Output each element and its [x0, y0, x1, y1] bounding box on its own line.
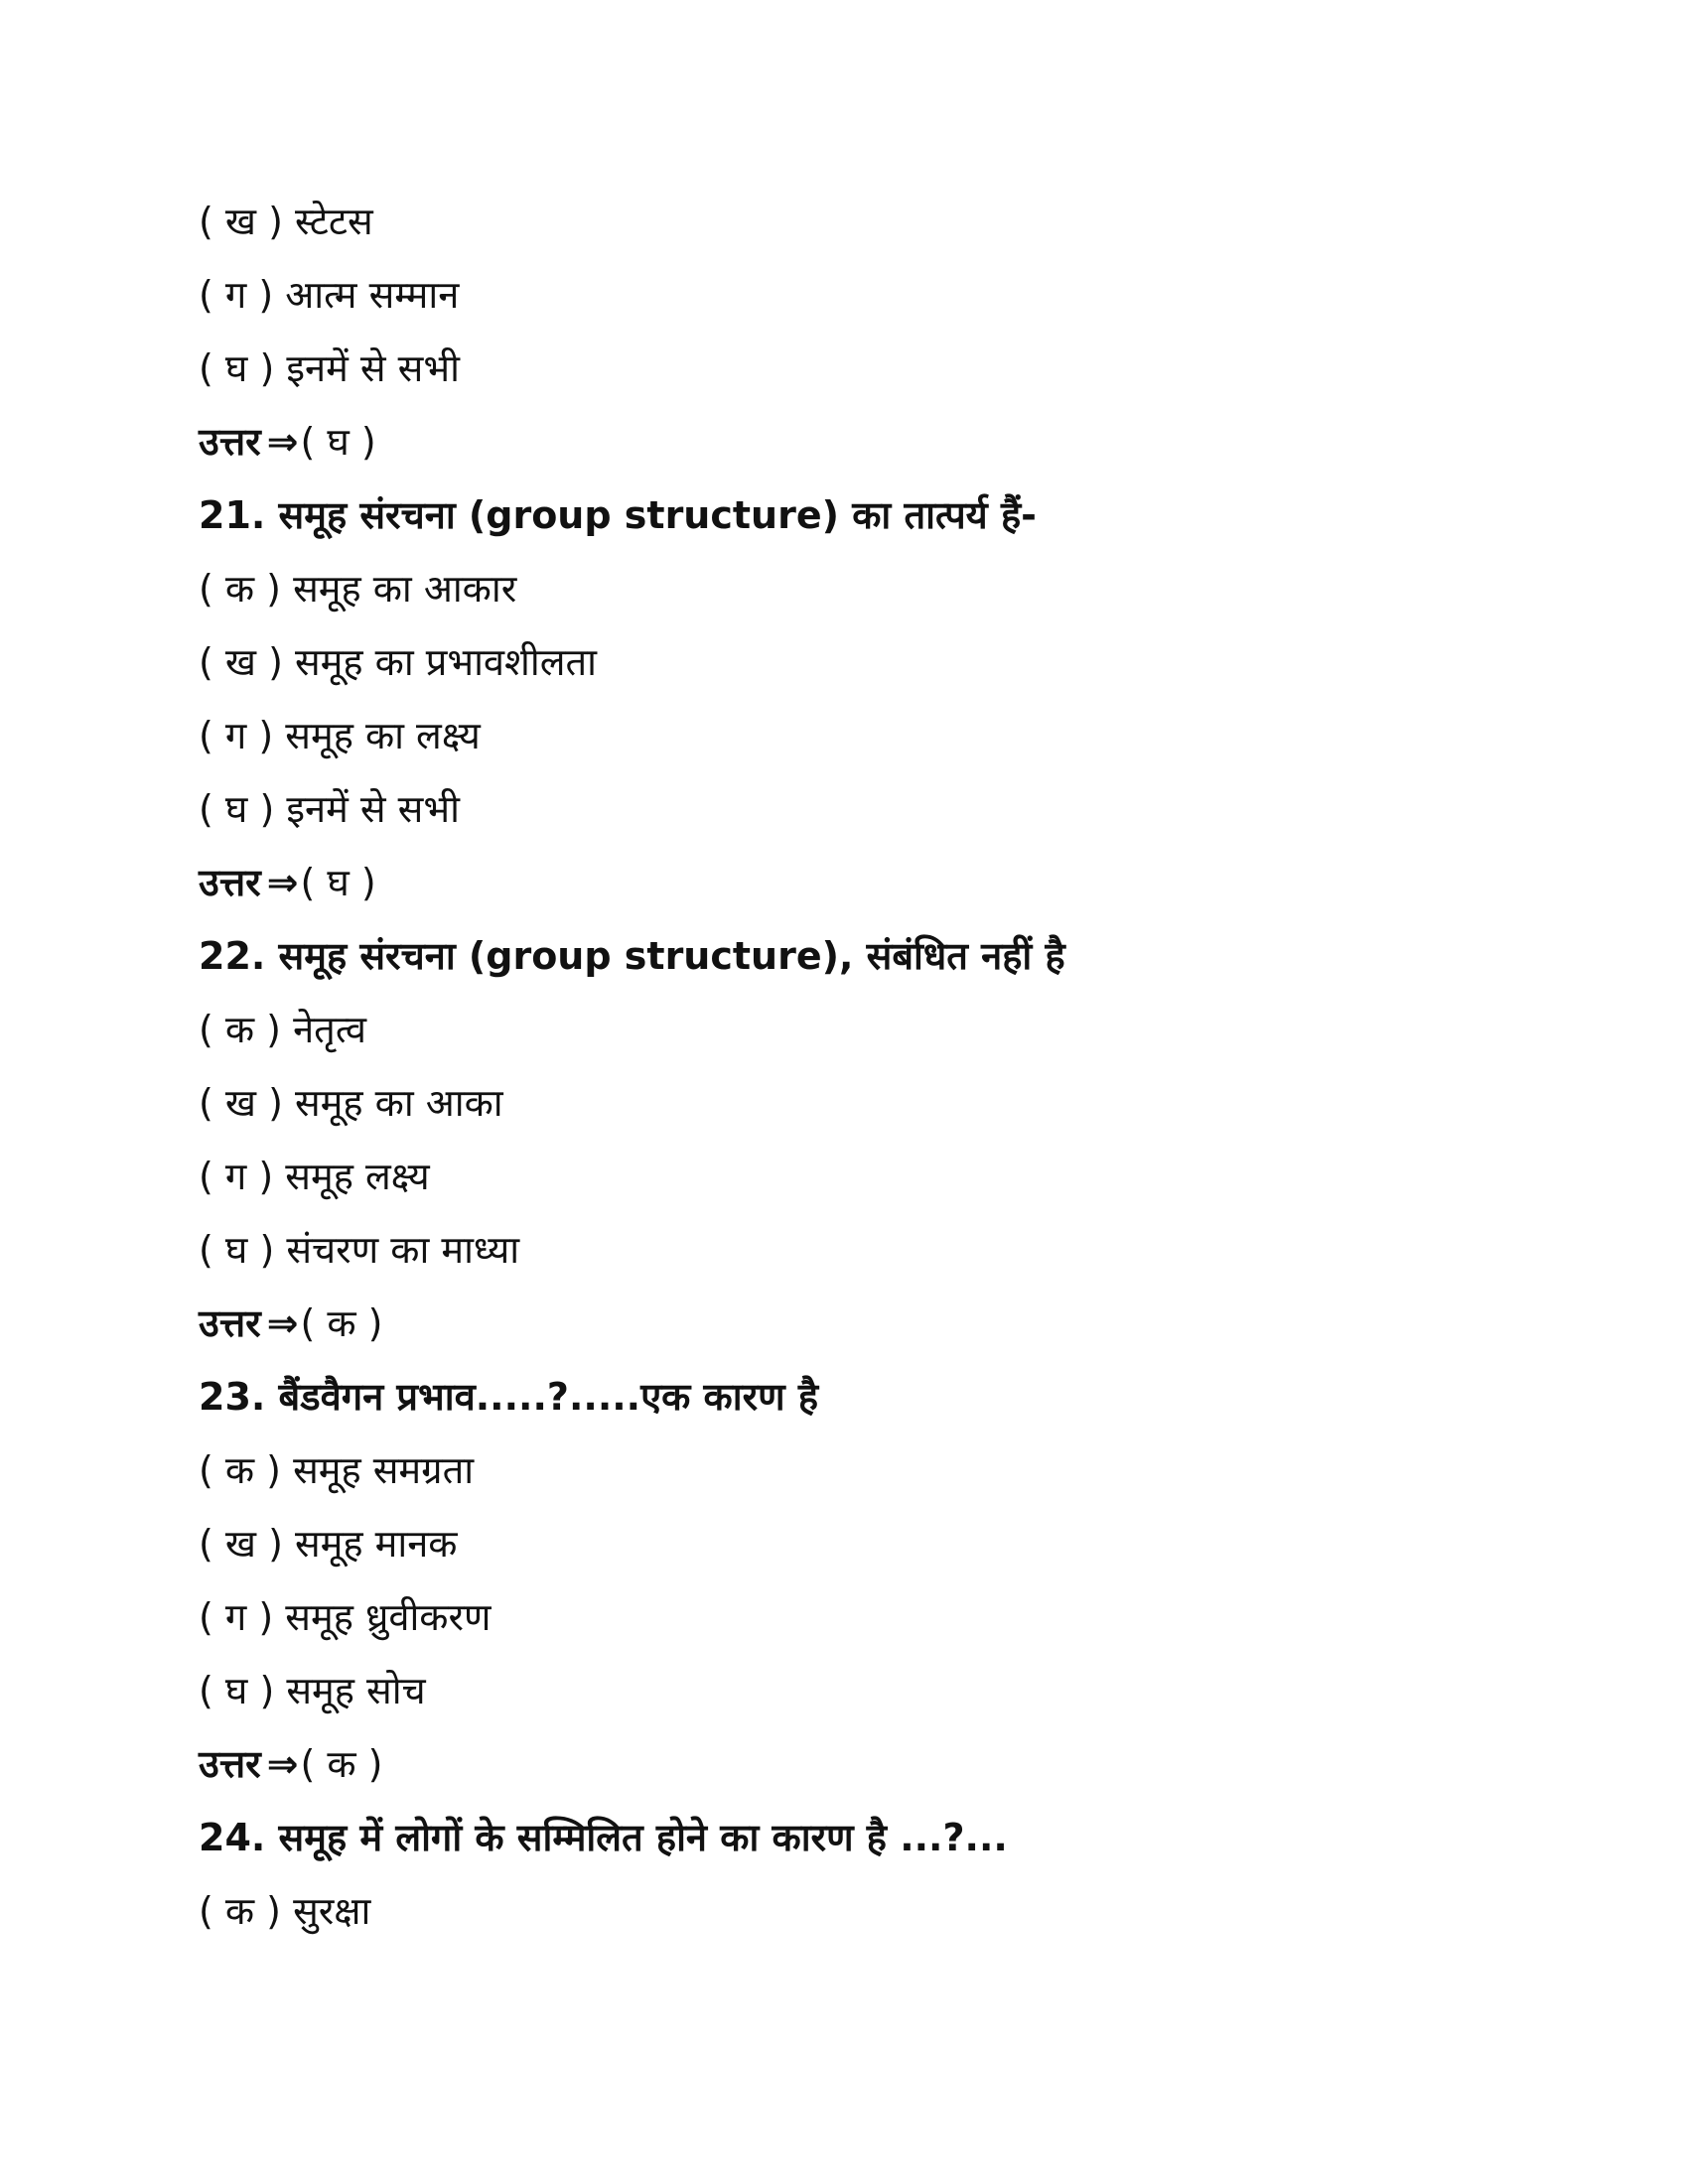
option-line: ( ग ) आत्म सम्मान — [199, 273, 460, 317]
option-line: ( घ ) इनमें से सभी — [199, 787, 460, 831]
answer-value: ( क ) — [300, 1742, 383, 1786]
answer-line — [199, 1737, 1489, 1811]
implies-arrow-icon: ⇒ — [266, 1301, 299, 1345]
answer-line — [199, 1297, 1489, 1370]
option-line: ( क ) सुरक्षा — [199, 1889, 371, 1933]
answer-line — [199, 856, 1489, 929]
question-heading: 23. बैंडवैगन प्रभाव.....?.....एक कारण है — [199, 1375, 818, 1419]
option-line: ( घ ) इनमें से सभी — [199, 346, 460, 390]
document-page — [199, 195, 1489, 1958]
option-line: ( क ) नेतृत्व — [199, 1008, 367, 1051]
option-line: ( ख ) स्टेटस — [199, 200, 373, 243]
answer-value: ( घ ) — [300, 420, 376, 464]
answer-value: ( क ) — [300, 1301, 383, 1345]
implies-arrow-icon: ⇒ — [266, 861, 299, 904]
option-line: ( ख ) समूह मानक — [199, 1522, 458, 1566]
option-line: ( घ ) समूह सोच — [199, 1669, 426, 1712]
option-line: ( ग ) समूह का लक्ष्य — [199, 714, 481, 757]
answer-line — [199, 415, 1489, 488]
option-line: ( ख ) समूह का प्रभावशीलता — [199, 640, 598, 684]
question-heading: 22. समूह संरचना (group structure), संबंधित नहीं है — [199, 934, 1065, 978]
implies-arrow-icon: ⇒ — [266, 420, 299, 464]
option-line: ( क ) समूह समग्रता — [199, 1448, 475, 1492]
answer-label: उत्तर — [199, 861, 261, 904]
option-line: ( घ ) संचरण का माध्या — [199, 1228, 520, 1272]
answer-label: उत्तर — [199, 1301, 261, 1345]
answer-label: उत्तर — [199, 1742, 261, 1786]
option-line: ( ख ) समूह का आका — [199, 1081, 503, 1125]
option-line: ( ग ) समूह लक्ष्य — [199, 1155, 430, 1198]
option-line: ( ग ) समूह ध्रुवीकरण — [199, 1595, 492, 1639]
implies-arrow-icon: ⇒ — [266, 1742, 299, 1786]
answer-label: उत्तर — [199, 420, 261, 464]
option-line: ( क ) समूह का आकार — [199, 567, 517, 611]
question-heading: 21. समूह संरचना (group structure) का तात्पर्य हैं- — [199, 493, 1037, 537]
answer-value: ( घ ) — [300, 861, 376, 904]
question-heading: 24. समूह में लोगों के सम्मिलित होने का कारण है ...?... — [199, 1816, 1008, 1859]
